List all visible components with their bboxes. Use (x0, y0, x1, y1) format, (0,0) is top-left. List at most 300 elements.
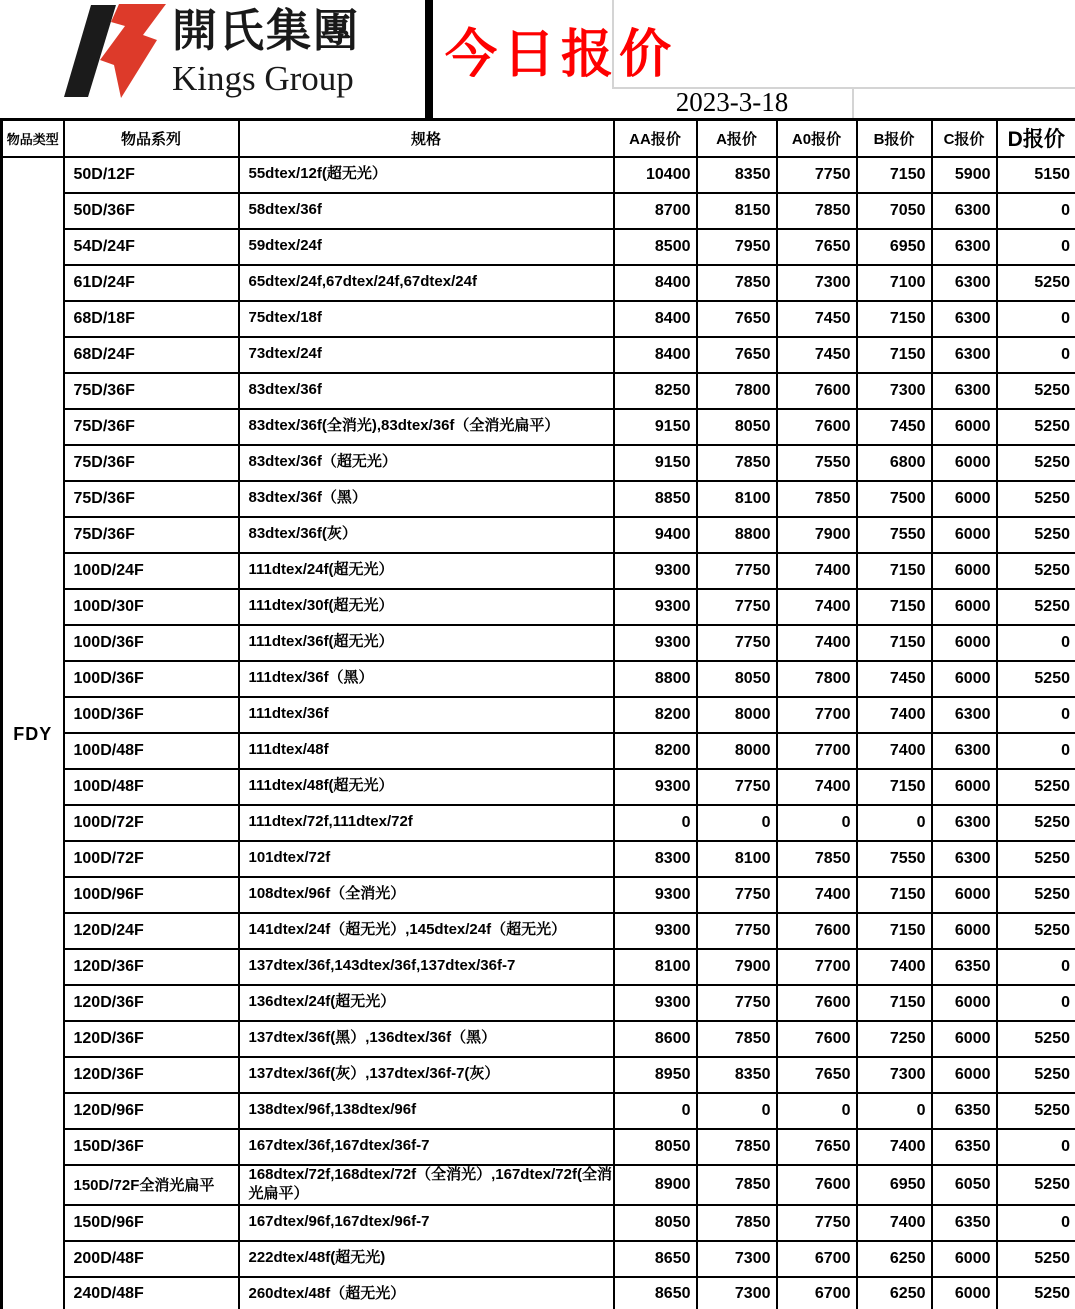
price-cell: 7750 (697, 985, 777, 1021)
price-cell: 6000 (932, 409, 997, 445)
price-cell: 7400 (857, 1129, 932, 1165)
price-cell: 9400 (614, 517, 697, 553)
price-cell: 0 (857, 1093, 932, 1129)
price-cell: 8000 (697, 733, 777, 769)
table-row (2, 445, 1075, 481)
price-cell: 7100 (857, 265, 932, 301)
price-cell: 6000 (932, 1057, 997, 1093)
spec-cell: 59dtex/24f (239, 229, 614, 265)
price-cell: 6950 (857, 1165, 932, 1205)
price-cell: 8050 (614, 1205, 697, 1241)
table-row (2, 769, 1075, 805)
price-cell: 6000 (932, 625, 997, 661)
table-row (2, 985, 1075, 1021)
price-cell: 6000 (932, 481, 997, 517)
price-cell: 8650 (614, 1277, 697, 1309)
top-banner (0, 0, 1075, 118)
price-cell: 0 (997, 985, 1075, 1021)
price-cell: 7450 (777, 337, 857, 373)
price-cell: 5250 (997, 769, 1075, 805)
price-cell: 8300 (614, 841, 697, 877)
spec-cell: 83dtex/36f(灰） (239, 517, 614, 553)
price-cell: 6000 (932, 661, 997, 697)
date-cell: 2023-3-18 (675, 87, 789, 117)
price-cell: 5900 (932, 157, 997, 193)
price-cell: 7150 (857, 985, 932, 1021)
price-cell: 8800 (614, 661, 697, 697)
price-cell: 9300 (614, 769, 697, 805)
spec-cell: 137dtex/36f(黑）,136dtex/36f（黑） (239, 1021, 614, 1057)
series-cell: 100D/36F (64, 661, 239, 697)
price-cell: 6300 (932, 805, 997, 841)
price-cell: 7750 (697, 877, 777, 913)
series-cell: 120D/36F (64, 1021, 239, 1057)
price-cell: 6300 (932, 697, 997, 733)
price-cell: 5150 (997, 157, 1075, 193)
spec-cell: 111dtex/48f (239, 733, 614, 769)
price-cell: 8400 (614, 301, 697, 337)
price-cell: 0 (777, 805, 857, 841)
price-cell: 8050 (697, 409, 777, 445)
table-row (2, 1241, 1075, 1277)
price-cell: 5250 (997, 1057, 1075, 1093)
series-cell: 100D/30F (64, 589, 239, 625)
price-cell: 7700 (777, 949, 857, 985)
price-cell: 8850 (614, 481, 697, 517)
price-cell: 7450 (857, 409, 932, 445)
price-cell: 7850 (697, 1165, 777, 1205)
price-cell: 0 (614, 1093, 697, 1129)
price-cell: 6350 (932, 1129, 997, 1165)
column-header-a0-quote: A0报价 (777, 120, 857, 157)
price-cell: 0 (997, 337, 1075, 373)
spec-cell: 83dtex/36f（黑） (239, 481, 614, 517)
series-cell: 100D/48F (64, 769, 239, 805)
price-cell: 6700 (777, 1277, 857, 1309)
price-cell: 7800 (777, 661, 857, 697)
series-cell: 54D/24F (64, 229, 239, 265)
price-cell: 6300 (932, 265, 997, 301)
price-cell: 7300 (697, 1241, 777, 1277)
price-cell: 0 (997, 193, 1075, 229)
spec-cell: 75dtex/18f (239, 301, 614, 337)
price-cell: 7750 (697, 913, 777, 949)
price-cell: 5250 (997, 517, 1075, 553)
table-row (2, 1057, 1075, 1093)
price-cell: 5250 (997, 1093, 1075, 1129)
price-cell: 7800 (697, 373, 777, 409)
price-cell: 8350 (697, 1057, 777, 1093)
spec-cell: 138dtex/96f,138dtex/96f (239, 1093, 614, 1129)
price-cell: 7650 (697, 301, 777, 337)
table-row (2, 1093, 1075, 1129)
table-row (2, 697, 1075, 733)
column-header-item-type: 物品类型 (2, 120, 64, 157)
series-cell: 50D/12F (64, 157, 239, 193)
price-cell: 7150 (857, 913, 932, 949)
spec-cell: 167dtex/36f,167dtex/36f-7 (239, 1129, 614, 1165)
table-row (2, 193, 1075, 229)
price-cell: 9300 (614, 913, 697, 949)
price-cell: 8700 (614, 193, 697, 229)
series-cell: 150D/36F (64, 1129, 239, 1165)
price-cell: 6000 (932, 1277, 997, 1309)
table-row (2, 373, 1075, 409)
spec-cell: 65dtex/24f,67dtex/24f,67dtex/24f (239, 265, 614, 301)
spec-cell: 83dtex/36f(全消光),83dtex/36f（全消光扁平） (239, 409, 614, 445)
table-row (2, 1277, 1075, 1309)
price-cell: 7150 (857, 625, 932, 661)
price-cell: 7150 (857, 337, 932, 373)
price-cell: 6000 (932, 1021, 997, 1057)
price-cell: 7150 (857, 589, 932, 625)
price-cell: 8050 (697, 661, 777, 697)
price-cell: 7750 (697, 589, 777, 625)
price-cell: 7600 (777, 373, 857, 409)
spec-cell: 73dtex/24f (239, 337, 614, 373)
price-cell: 7400 (857, 733, 932, 769)
price-cell: 7650 (777, 1129, 857, 1165)
price-cell: 8200 (614, 733, 697, 769)
price-table (0, 118, 1075, 1309)
table-row (2, 841, 1075, 877)
price-cell: 8400 (614, 337, 697, 373)
column-header-c-quote: C报价 (932, 120, 997, 157)
price-cell: 6300 (932, 373, 997, 409)
category-cell: FDY (2, 157, 64, 1309)
series-cell: 100D/36F (64, 697, 239, 733)
price-cell: 8500 (614, 229, 697, 265)
price-cell: 9150 (614, 445, 697, 481)
price-cell: 7450 (777, 301, 857, 337)
price-cell: 5250 (997, 373, 1075, 409)
spec-cell: 167dtex/96f,167dtex/96f-7 (239, 1205, 614, 1241)
price-cell: 5250 (997, 877, 1075, 913)
table-row (2, 409, 1075, 445)
column-header-item-series: 物品系列 (64, 120, 239, 157)
spec-cell: 83dtex/36f（超无光） (239, 445, 614, 481)
spec-cell: 111dtex/36f（黑） (239, 661, 614, 697)
price-cell: 8800 (697, 517, 777, 553)
price-cell: 6350 (932, 949, 997, 985)
spec-cell: 111dtex/48f(超无光） (239, 769, 614, 805)
price-cell: 6050 (932, 1165, 997, 1205)
price-cell: 8050 (614, 1129, 697, 1165)
price-cell: 7650 (697, 337, 777, 373)
price-cell: 8950 (614, 1057, 697, 1093)
price-cell: 7400 (857, 1205, 932, 1241)
price-cell: 7400 (777, 877, 857, 913)
price-cell: 7600 (777, 1021, 857, 1057)
kings-group-logo-icon (64, 3, 166, 99)
series-cell: 68D/24F (64, 337, 239, 373)
price-cell: 7300 (697, 1277, 777, 1309)
price-cell: 7150 (857, 877, 932, 913)
price-cell: 6000 (932, 445, 997, 481)
price-cell: 8100 (697, 841, 777, 877)
price-cell: 7850 (697, 1021, 777, 1057)
price-cell: 8150 (697, 193, 777, 229)
price-cell: 7400 (857, 949, 932, 985)
price-cell: 7400 (777, 589, 857, 625)
price-cell: 6000 (932, 589, 997, 625)
price-cell: 7850 (697, 1205, 777, 1241)
spec-cell: 108dtex/96f（全消光） (239, 877, 614, 913)
price-cell: 0 (997, 229, 1075, 265)
series-cell: 120D/36F (64, 985, 239, 1021)
price-cell: 8600 (614, 1021, 697, 1057)
price-cell: 0 (997, 1205, 1075, 1241)
series-cell: 120D/36F (64, 949, 239, 985)
price-cell: 6000 (932, 877, 997, 913)
price-cell: 6300 (932, 193, 997, 229)
table-row (2, 481, 1075, 517)
column-header-aa-quote: AA报价 (614, 120, 697, 157)
table-row (2, 337, 1075, 373)
table-row (2, 265, 1075, 301)
price-cell: 7250 (857, 1021, 932, 1057)
price-cell: 0 (997, 697, 1075, 733)
table-row (2, 517, 1075, 553)
price-cell: 8650 (614, 1241, 697, 1277)
series-cell: 68D/18F (64, 301, 239, 337)
series-cell: 100D/72F (64, 805, 239, 841)
price-cell: 0 (997, 1129, 1075, 1165)
price-cell: 7750 (697, 625, 777, 661)
price-cell: 6300 (932, 301, 997, 337)
series-cell: 75D/36F (64, 481, 239, 517)
series-cell: 75D/36F (64, 373, 239, 409)
price-cell: 5250 (997, 1241, 1075, 1277)
price-cell: 5250 (997, 913, 1075, 949)
price-cell: 9300 (614, 589, 697, 625)
price-cell: 7300 (857, 373, 932, 409)
spec-cell: 83dtex/36f (239, 373, 614, 409)
price-table-wrap (0, 118, 1075, 1309)
price-cell: 9300 (614, 553, 697, 589)
price-cell: 5250 (997, 1165, 1075, 1205)
price-cell: 0 (997, 625, 1075, 661)
price-cell: 5250 (997, 553, 1075, 589)
spec-cell: 111dtex/36f(超无光） (239, 625, 614, 661)
table-row (2, 733, 1075, 769)
price-cell: 0 (697, 1093, 777, 1129)
price-cell: 9300 (614, 985, 697, 1021)
price-cell: 7400 (857, 697, 932, 733)
price-cell: 6000 (932, 913, 997, 949)
price-cell: 7650 (777, 1057, 857, 1093)
series-cell: 120D/36F (64, 1057, 239, 1093)
price-cell: 8100 (614, 949, 697, 985)
series-cell: 150D/72F全消光扁平 (64, 1165, 239, 1205)
table-row (2, 553, 1075, 589)
spec-cell: 111dtex/30f(超无光） (239, 589, 614, 625)
spec-cell: 101dtex/72f (239, 841, 614, 877)
price-cell: 8200 (614, 697, 697, 733)
price-cell: 7450 (857, 661, 932, 697)
price-cell: 8250 (614, 373, 697, 409)
price-cell: 7600 (777, 409, 857, 445)
price-cell: 6350 (932, 1093, 997, 1129)
price-cell: 9150 (614, 409, 697, 445)
price-cell: 7900 (777, 517, 857, 553)
brand-english-name: Kings Group (172, 59, 354, 98)
price-cell: 6250 (857, 1277, 932, 1309)
spec-cell: 137dtex/36f(灰）,137dtex/36f-7(灰） (239, 1057, 614, 1093)
table-row (2, 1129, 1075, 1165)
table-row (2, 913, 1075, 949)
price-cell: 6700 (777, 1241, 857, 1277)
title-area (433, 0, 1075, 118)
price-cell: 7650 (777, 229, 857, 265)
price-cell: 6000 (932, 517, 997, 553)
column-header-spec: 规格 (239, 120, 614, 157)
spec-cell: 58dtex/36f (239, 193, 614, 229)
price-cell: 0 (997, 733, 1075, 769)
price-cell: 7300 (857, 1057, 932, 1093)
table-header-row (2, 120, 1075, 157)
price-cell: 0 (997, 949, 1075, 985)
price-cell: 5250 (997, 481, 1075, 517)
price-cell: 7150 (857, 553, 932, 589)
series-cell: 100D/48F (64, 733, 239, 769)
price-cell: 5250 (997, 805, 1075, 841)
price-cell: 6300 (932, 229, 997, 265)
price-cell: 7750 (697, 769, 777, 805)
price-cell: 7150 (857, 157, 932, 193)
price-cell: 5250 (997, 409, 1075, 445)
price-cell: 7950 (697, 229, 777, 265)
price-cell: 0 (857, 805, 932, 841)
price-cell: 6000 (932, 553, 997, 589)
price-cell: 9300 (614, 877, 697, 913)
price-cell: 7600 (777, 1165, 857, 1205)
series-cell: 120D/24F (64, 913, 239, 949)
spec-cell: 168dtex/72f,168dtex/72f（全消光）,167dtex/72f(全消光扁平） (239, 1165, 614, 1205)
table-row (2, 1021, 1075, 1057)
brand-logo-area (0, 0, 425, 118)
price-cell: 6000 (932, 1241, 997, 1277)
series-cell: 75D/36F (64, 517, 239, 553)
series-cell: 75D/36F (64, 445, 239, 481)
series-cell: 100D/96F (64, 877, 239, 913)
table-row (2, 301, 1075, 337)
series-cell: 100D/36F (64, 625, 239, 661)
price-cell: 9300 (614, 625, 697, 661)
spec-cell: 222dtex/48f(超无光) (239, 1241, 614, 1277)
price-cell: 7400 (777, 769, 857, 805)
price-cell: 7500 (857, 481, 932, 517)
series-cell: 100D/24F (64, 553, 239, 589)
price-cell: 8400 (614, 265, 697, 301)
price-cell: 7850 (777, 481, 857, 517)
column-header-d-quote: D报价 (997, 120, 1075, 157)
price-cell: 5250 (997, 445, 1075, 481)
table-row (2, 589, 1075, 625)
table-row (2, 625, 1075, 661)
price-cell: 7300 (777, 265, 857, 301)
gridline-vertical-date (852, 87, 854, 118)
price-cell: 0 (614, 805, 697, 841)
table-row (2, 157, 1075, 193)
price-cell: 7850 (697, 1129, 777, 1165)
banner-divider-bar (425, 0, 433, 118)
price-cell: 5250 (997, 661, 1075, 697)
price-cell: 5250 (997, 589, 1075, 625)
table-row (2, 877, 1075, 913)
column-header-b-quote: B报价 (857, 120, 932, 157)
page-title: 今日报价 (445, 27, 678, 84)
price-cell: 7550 (857, 841, 932, 877)
table-row (2, 1205, 1075, 1241)
brand-text (172, 2, 422, 98)
price-cell: 7550 (777, 445, 857, 481)
series-cell: 200D/48F (64, 1241, 239, 1277)
series-cell: 240D/48F (64, 1277, 239, 1309)
price-cell: 7550 (857, 517, 932, 553)
price-cell: 7050 (857, 193, 932, 229)
price-cell: 5250 (997, 841, 1075, 877)
price-cell: 7750 (697, 553, 777, 589)
price-cell: 6950 (857, 229, 932, 265)
price-cell: 7850 (777, 841, 857, 877)
price-cell: 0 (697, 805, 777, 841)
spec-cell: 137dtex/36f,143dtex/36f,137dtex/36f-7 (239, 949, 614, 985)
spec-cell: 136dtex/24f(超无光） (239, 985, 614, 1021)
series-cell: 61D/24F (64, 265, 239, 301)
spec-cell: 55dtex/12f(超无光） (239, 157, 614, 193)
price-cell: 8900 (614, 1165, 697, 1205)
spec-cell: 141dtex/24f（超无光）,145dtex/24f（超无光） (239, 913, 614, 949)
price-cell: 7150 (857, 301, 932, 337)
price-cell: 6000 (932, 769, 997, 805)
price-cell: 6300 (932, 337, 997, 373)
series-cell: 50D/36F (64, 193, 239, 229)
series-cell: 150D/96F (64, 1205, 239, 1241)
price-cell: 7750 (777, 157, 857, 193)
price-cell: 7400 (777, 625, 857, 661)
price-cell: 7600 (777, 913, 857, 949)
price-cell: 7750 (777, 1205, 857, 1241)
price-cell: 6250 (857, 1241, 932, 1277)
price-cell: 7700 (777, 697, 857, 733)
price-cell: 7150 (857, 769, 932, 805)
price-cell: 7850 (697, 265, 777, 301)
price-cell: 7900 (697, 949, 777, 985)
price-cell: 6800 (857, 445, 932, 481)
price-cell: 7400 (777, 553, 857, 589)
brand-chinese-name: 開氏集團 (172, 6, 361, 56)
price-cell: 7850 (697, 445, 777, 481)
table-row (2, 805, 1075, 841)
table-row (2, 661, 1075, 697)
series-cell: 100D/72F (64, 841, 239, 877)
price-cell: 0 (777, 1093, 857, 1129)
table-row (2, 949, 1075, 985)
spec-cell: 111dtex/72f,111dtex/72f (239, 805, 614, 841)
price-cell: 6350 (932, 1205, 997, 1241)
price-cell: 5250 (997, 265, 1075, 301)
price-cell: 7700 (777, 733, 857, 769)
series-cell: 120D/96F (64, 1093, 239, 1129)
price-cell: 6300 (932, 841, 997, 877)
table-row (2, 229, 1075, 265)
price-cell: 10400 (614, 157, 697, 193)
price-cell: 6000 (932, 985, 997, 1021)
price-cell: 8350 (697, 157, 777, 193)
price-cell: 5250 (997, 1277, 1075, 1309)
table-row (2, 1165, 1075, 1205)
